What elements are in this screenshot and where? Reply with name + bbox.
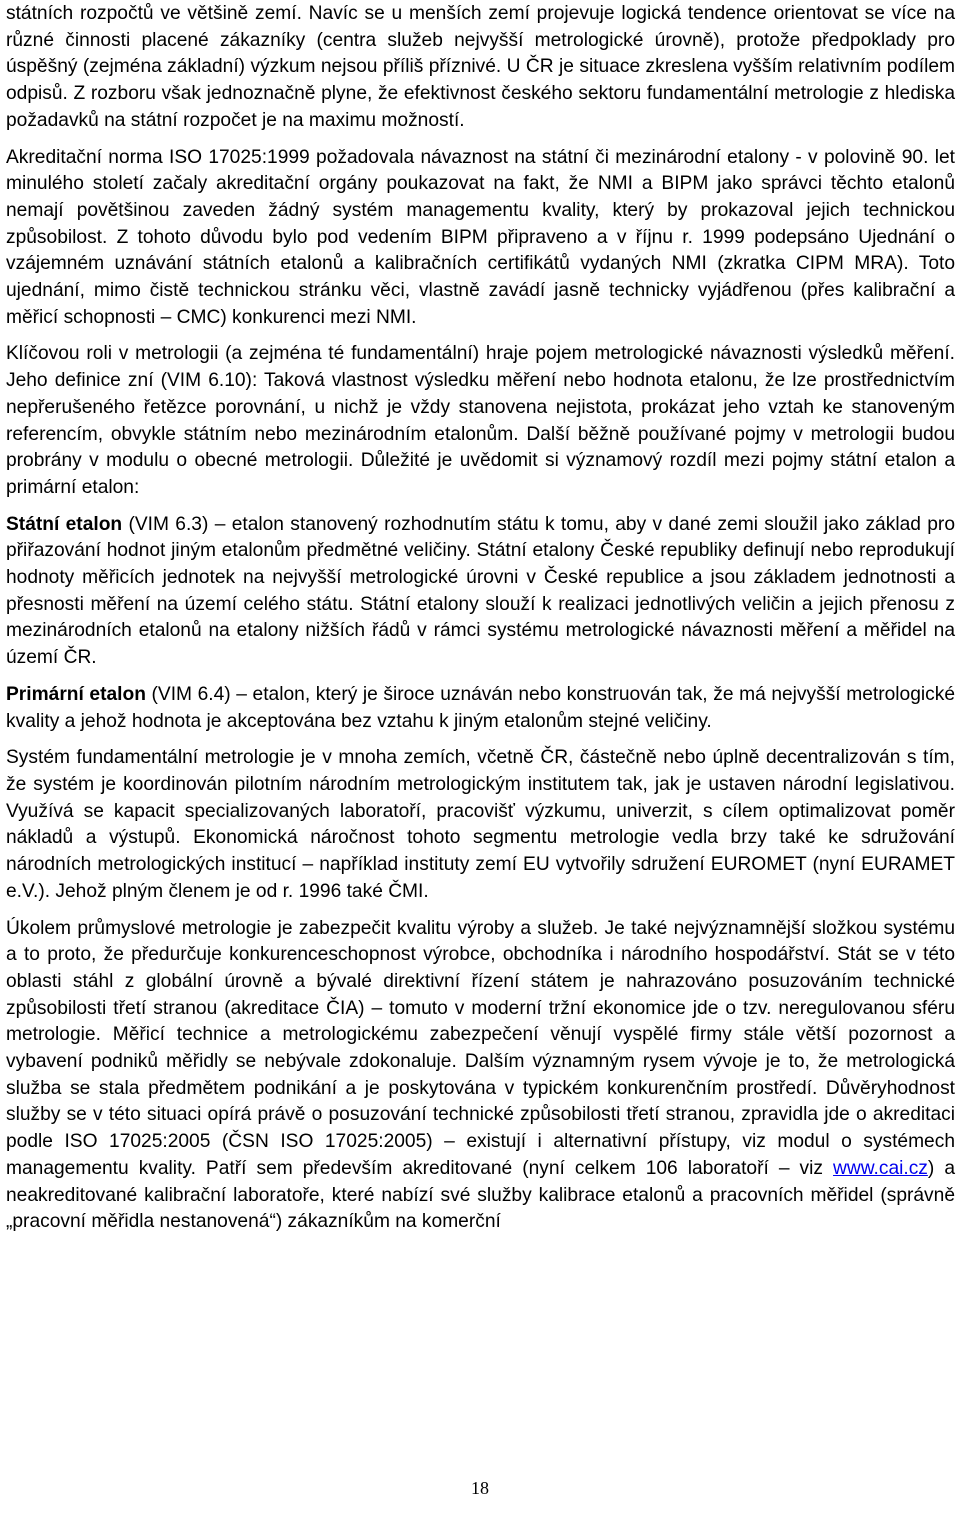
paragraph-text: Systém fundamentální metrologie je v mnoha zemích, včetně ČR, částečně nebo úplně decentralizován s tím, že systém je koordinován pilotním národním metrologickým institutem tak, jak je ustaven národní legislativou. Využívá se kapacit specializovaných laboratoří, pracovišť výzkumu, univerzit, s cílem optimalizovat poměr nákladů a výstupů. Ekonomická náročnost tohoto segmentu metrologie vedla brzy také ke sdružování národních metrologických institucí – například instituty zemí EU vytvořily sdružení EUROMET (nyní EURAMET e.V.). Jehož plným členem je od r. 1996 také ČMI. [6, 747, 955, 902]
definition-term: Primární etalon [6, 683, 146, 705]
definition-text: (VIM 6.3) – etalon stanovený rozhodnutím státu k tomu, aby v dané zemi sloužil jako základ pro přiřazování hodnot jiným etalonům předmětné veličiny. Státní etalony České republiky definují nebo reprodukují hodnoty měřicích jednotek na nejvyšší metrologické úrovni v České republice a jsou základem jednotnosti a přesnosti měření na území celého státu. Státní etalony slouží k realizaci jednotlivých veličin a jejich přenosu z mezinárodních etalonů na etalony nižších řádů v rámci systému metrologické návaznosti měření a měřidel na území ČR. [6, 513, 955, 669]
paragraph-industrial-metrology [6, 916, 955, 1236]
document-page [6, 1, 955, 1246]
definition-primary-standard [6, 682, 955, 735]
paragraph-accreditation [6, 145, 955, 332]
definition-national-standard [6, 512, 955, 672]
paragraph-budget [6, 1, 955, 135]
definition-text: (VIM 6.4) – etalon, který je široce uznáván nebo konstruován tak, že má nejvyšší metrologické kvality a jehož hodnota je akceptována bez vztahu k jiným etalonům stejné veličiny. [6, 683, 955, 732]
cai-website-link[interactable]: www.cai.cz [833, 1157, 928, 1179]
page-number: 18 [471, 1478, 489, 1498]
paragraph-text: státních rozpočtů ve většině zemí. Navíc se u menších zemí projevuje logická tendence orientovat se více na různé činnosti placené zákazníky (centra služeb nejvyšší metrologické úrovně), protože předpoklady pro úspěšný (zejména základní) výzkum nejsou příliš příznivé. U ČR je situace zkreslena vyšším relativním podílem odpisů. Z rozboru však jednoznačně plyne, že efektivnost českého sektoru fundamentální metrologie z hlediska požadavků na státní rozpočet je na maximu možností. [6, 3, 955, 131]
paragraph-text: Úkolem průmyslové metrologie je zabezpečit kvalitu výroby a služeb. Je také nejvýznamnější složkou systému a to proto, že předurčuje konkurenceschopnost výrobce, obchodníka i národního hospodářství. Stát se v této oblasti stáhl z globální úrovně a bývalé direktivní řízení státem je nahrazováno posuzováním technické způsobilosti třetí stranou (akreditace ČIA) – tomuto v moderní tržní ekonomice jde o tzv. neregulovanou sféru metrologie. Měřicí technice a metrologickému zabezpečení věnují vyspělé firmy stále větší pozornost a vybavení podniků měřidly se nebývale zdokonaluje. Dalším významným rysem vývoje je to, že metrologická služba se stala předmětem podnikání a je poskytována v typickém konkurenčním prostředí. Důvěryhodnost služby se v této situaci opírá právě o posuzování technické způsobilosti třetí stranou, zpravidla jde o akreditaci podle ISO 17025:2005 (ČSN ISO 17025:2005) – existují i alternativní přístupy, viz modul o systémech managementu kvality. Patří sem především akreditované (nyní celkem 106 laboratoří – viz [6, 917, 955, 1179]
paragraph-text: Akreditační norma ISO 17025:1999 požadovala návaznost na státní či mezinárodní etalony - v polovině 90. let minulého století začaly akreditační orgány poukazovat na fakt, že NMI a BIPM jako správci těchto etalonů nemají povětšinou zaveden žádný systém managementu kvality, který by prokazoval jejich technickou způsobilost. Z tohoto důvodu bylo pod vedením BIPM připraveno a v říjnu r. 1999 podepsáno Ujednání o vzájemném uznávání státních etalonů a kalibračních certifikátů vydaných NMI (zkratka CIPM MRA). Toto ujednání, mimo čistě technickou stránku věci, vlastně zavádí jasně technicky vyjádřenou (přes kalibrační a měřicí schopnosti – CMC) konkurenci mezi NMI. [6, 146, 955, 328]
paragraph-fundamental-system [6, 745, 955, 905]
definition-term: Státní etalon [6, 513, 123, 535]
paragraph-text: Klíčovou roli v metrologii (a zejména té fundamentální) hraje pojem metrologické návaznosti výsledků měření. Jeho definice zní (VIM 6.10): Taková vlastnost výsledku měření nebo hodnota etalonu, že lze prostřednictvím nepřerušeného řetězce porovnání, u nichž je vždy stanovena nejistota, prokázat jeho vztah ke stanoveným referencím, obvykle státním nebo mezinárodním etalonům. Další běžně používané pojmy v metrologii budou probrány v modulu o obecné metrologii. Důležité je uvědomit si významový rozdíl mezi pojmy státní etalon a primární etalon: [6, 343, 955, 498]
paragraph-text-continued: ) a neakreditované kalibrační laboratoře, které nabízí své služby kalibrace etalonů a pracovních měřidel (správně „pracovní měřidla nestanovená“) zákazníkům na komerční [6, 1157, 955, 1233]
paragraph-traceability [6, 341, 955, 501]
